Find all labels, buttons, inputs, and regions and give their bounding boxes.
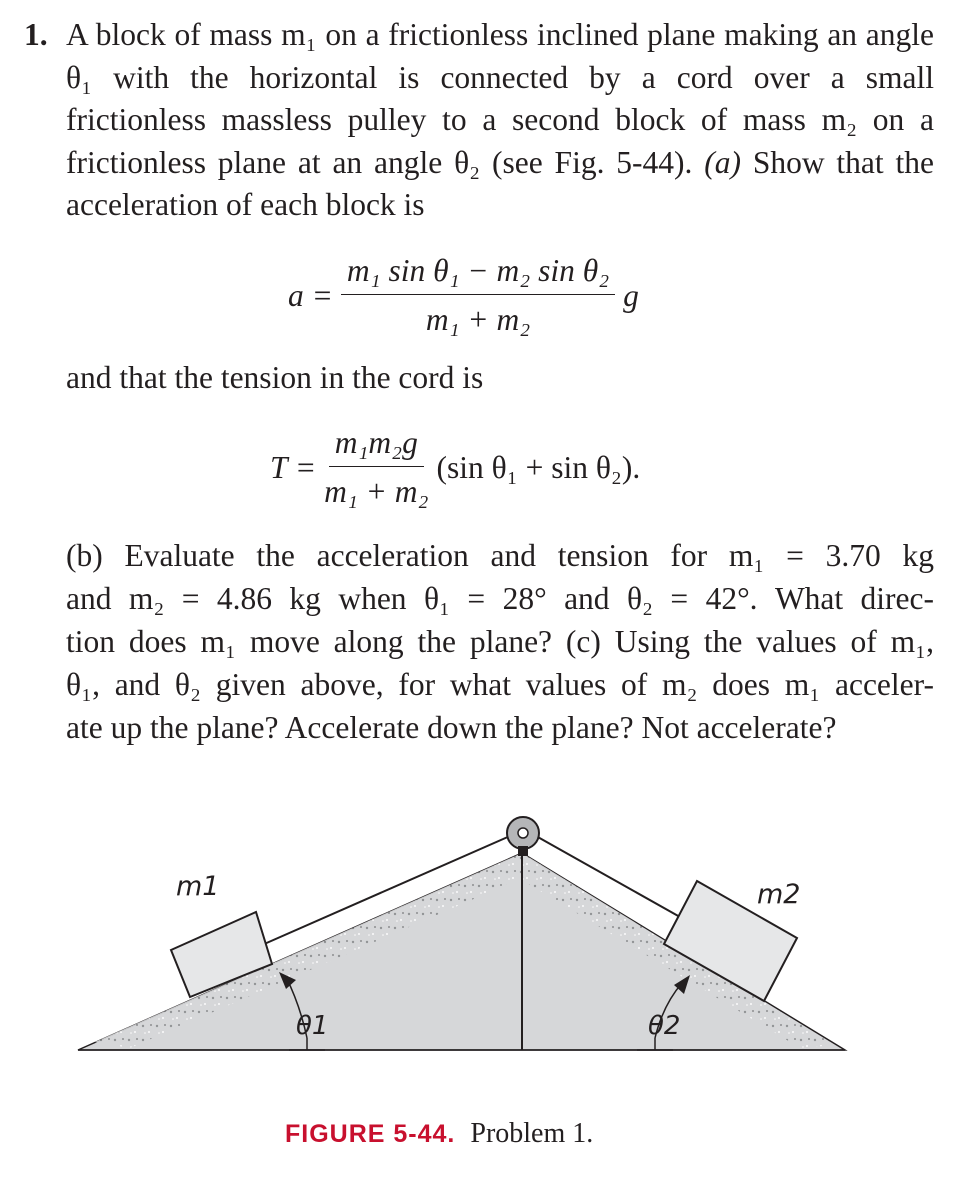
part-b-c [66,534,934,749]
intro-line-3: small frictionless massless pulley to a second block of mass [66,59,935,137]
label-theta1: θ1 [296,1011,329,1041]
problem-number: 1. [24,17,48,52]
acceleration-lhs: a = [288,277,333,313]
tension-numerator: m₁m₂g [329,424,424,467]
part-a-label: (a) [704,144,741,180]
part-a-text: Show that the acceleration of each block is [66,144,934,222]
intro-line-4: m₂ on a frictionless plane at an angle θ₂ (see Fig. 5-44). [66,102,934,180]
label-theta2: θ2 [648,1011,681,1041]
part-b-line-1: (b) Evaluate the acceleration and tension for m₁ = 3.70 kg [66,538,934,573]
acceleration-g: g [623,277,639,313]
acceleration-equation [288,252,639,339]
intro-line-1: A block of mass m₁ on a frictionless inclined plane making an [66,17,858,52]
intro-line-2: angle θ₁ with the horizontal is connected by a cord over a [66,17,935,95]
problem-intro [24,14,934,227]
label-m1: m1 [176,871,220,902]
tension-fraction [324,424,428,511]
part-b-line-5: ate up the plane? Accelerate down the plane? Not accelerate? [66,710,837,745]
part-b-line-4: θ₁, and θ₂ given above, for what values of m₂ does m₁ acceler- [66,667,934,702]
problem-1 [24,14,934,227]
label-m2: m2 [757,879,801,910]
tension-denominator: m₁ + m₂ [324,474,429,509]
part-b-line-3: tion does m₁ move along the plane? (c) Using the values of m₁, [66,624,934,659]
part-b-line-2: and m₂ = 4.86 kg when θ₁ = 28° and θ₂ = 42°. What direc- [66,581,934,616]
figure-caption [285,1118,593,1150]
figure-inclined-planes [0,780,960,1080]
pulley-mount [518,846,528,856]
acceleration-denominator: m₁ + m₂ [425,302,531,337]
pulley-axle [518,828,528,838]
acceleration-fraction [341,252,615,339]
acceleration-numerator: m₁ sin θ₁ − m₂ sin θ₂ [341,252,615,295]
caption-text: Problem 1. [470,1118,594,1149]
tension-lhs: T = [270,449,317,485]
caption-label: FIGURE 5-44. [285,1120,456,1148]
tension-intro: and that the tension in the cord is [66,360,484,395]
tension-equation [270,424,640,511]
tension-rhs: (sin θ₁ + sin θ₂). [436,449,641,485]
